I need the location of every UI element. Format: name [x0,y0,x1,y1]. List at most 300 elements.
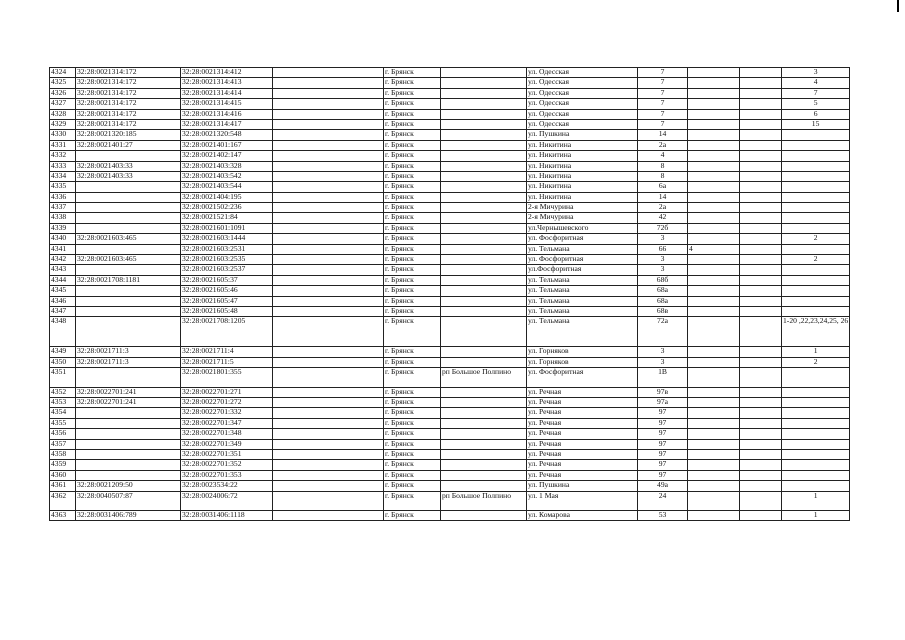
parent-cadastral-number [76,203,181,213]
city-cell: г. Брянск [384,275,441,285]
street-cell: ул. Речная [527,439,638,449]
cadastral-number: 32:28:0022701:332 [181,408,273,418]
cadastral-number: 32:28:0023534:22 [181,481,273,491]
city-cell: г. Брянск [384,460,441,470]
settlement-cell [441,234,527,244]
house-number-cell: 3 [638,255,688,265]
cadastral-number: 32:28:0021314:416 [181,109,273,119]
building-cell [688,130,740,140]
table-row [50,182,850,192]
house-number-cell: 68а [638,286,688,296]
street-cell: ул. Тельмана [527,244,638,254]
apartment-cell [782,470,850,480]
row-number: 4347 [50,306,76,316]
cadastral-number: 32:28:0021314:412 [181,68,273,78]
house-number-cell: 97 [638,439,688,449]
house-number-cell: 7 [638,99,688,109]
empty-cell [273,275,384,285]
empty-cell [273,109,384,119]
house-number-cell: 97 [638,429,688,439]
empty-cell [740,203,782,213]
building-cell [688,161,740,171]
settlement-cell [441,460,527,470]
street-cell: ул. Пушкина [527,481,638,491]
empty-cell [740,470,782,480]
row-number: 4357 [50,439,76,449]
building-cell [688,203,740,213]
settlement-cell [441,151,527,161]
empty-cell [740,418,782,428]
empty-cell [273,460,384,470]
table-row [50,398,850,408]
apartment-cell [782,368,850,388]
settlement-cell: рп Большое Полпино [441,368,527,388]
cadastral-number: 32:28:0021402:147 [181,151,273,161]
house-number-cell: 7 [638,68,688,78]
cadastral-number: 32:28:0022701:348 [181,429,273,439]
city-cell: г. Брянск [384,88,441,98]
parent-cadastral-number: 32:28:0021320:185 [76,130,181,140]
city-cell: г. Брянск [384,429,441,439]
table-row [50,109,850,119]
house-number-cell: 68а [638,296,688,306]
building-cell [688,99,740,109]
row-number: 4360 [50,470,76,480]
empty-cell [740,234,782,244]
street-cell: 2-я Мичурина [527,203,638,213]
house-number-cell: 3 [638,357,688,367]
street-cell: ул. Комарова [527,511,638,521]
table-row [50,255,850,265]
street-cell: ул. Никитина [527,182,638,192]
page-edge-mark [897,0,899,12]
parent-cadastral-number [76,368,181,388]
cadastral-number: 32:28:0021403:542 [181,171,273,181]
building-cell [688,151,740,161]
settlement-cell [441,161,527,171]
row-number: 4342 [50,255,76,265]
settlement-cell [441,511,527,521]
empty-cell [273,408,384,418]
empty-cell [273,450,384,460]
table-row [50,306,850,316]
empty-cell [740,368,782,388]
row-number: 4356 [50,429,76,439]
city-cell: г. Брянск [384,109,441,119]
parent-cadastral-number: 32:28:0021314:172 [76,78,181,88]
parent-cadastral-number: 32:28:0021603:465 [76,234,181,244]
empty-cell [740,491,782,511]
cadastral-number: 32:28:0021601:1091 [181,223,273,233]
city-cell: г. Брянск [384,408,441,418]
empty-cell [273,368,384,388]
city-cell: г. Брянск [384,255,441,265]
cadastral-number: 32:28:0021320:548 [181,130,273,140]
apartment-cell [782,140,850,150]
street-cell: ул. Тельмана [527,286,638,296]
empty-cell [740,213,782,223]
house-number-cell: 7 [638,88,688,98]
settlement-cell [441,286,527,296]
parent-cadastral-number [76,429,181,439]
street-cell: ул. Никитина [527,192,638,202]
city-cell: г. Брянск [384,203,441,213]
parent-cadastral-number: 32:28:0021314:172 [76,88,181,98]
street-cell: ул. Речная [527,470,638,480]
house-number-cell: 68в [638,306,688,316]
street-cell: ул. Одесская [527,99,638,109]
table-row [50,275,850,285]
empty-cell [273,171,384,181]
parent-cadastral-number [76,306,181,316]
empty-cell [740,398,782,408]
empty-cell [273,161,384,171]
city-cell: г. Брянск [384,140,441,150]
house-number-cell: 7 [638,78,688,88]
cadastral-number: 32:28:0022701:349 [181,439,273,449]
parent-cadastral-number: 32:28:0021314:172 [76,109,181,119]
cadastral-number: 32:28:0022701:271 [181,387,273,397]
city-cell: г. Брянск [384,213,441,223]
row-number: 4336 [50,192,76,202]
empty-cell [740,151,782,161]
empty-cell [273,130,384,140]
row-number: 4324 [50,68,76,78]
street-cell: ул. Речная [527,429,638,439]
building-cell [688,119,740,129]
row-number: 4328 [50,109,76,119]
settlement-cell [441,439,527,449]
apartment-cell [782,213,850,223]
row-number: 4327 [50,99,76,109]
house-number-cell: 7 [638,109,688,119]
apartment-cell [782,223,850,233]
apartment-cell: 1 [782,491,850,511]
empty-cell [273,317,384,347]
apartment-cell [782,171,850,181]
empty-cell [740,88,782,98]
empty-cell [740,511,782,521]
cadastral-number: 32:28:0021711:5 [181,357,273,367]
settlement-cell [441,119,527,129]
apartment-cell: 4 [782,78,850,88]
city-cell: г. Брянск [384,296,441,306]
street-cell: ул. Фосфоритная [527,234,638,244]
building-cell [688,306,740,316]
table-row [50,368,850,388]
building-cell [688,481,740,491]
parent-cadastral-number: 32:28:0021711:3 [76,347,181,357]
empty-cell [273,418,384,428]
house-number-cell: 24 [638,491,688,511]
empty-cell [740,255,782,265]
building-cell [688,460,740,470]
table-row [50,481,850,491]
empty-cell [740,357,782,367]
city-cell: г. Брянск [384,450,441,460]
empty-cell [740,182,782,192]
apartment-cell [782,275,850,285]
city-cell: г. Брянск [384,244,441,254]
cadastral-number: 32:28:0021314:413 [181,78,273,88]
settlement-cell [441,203,527,213]
house-number-cell: 49а [638,481,688,491]
apartment-cell [782,182,850,192]
table-row [50,140,850,150]
empty-cell [740,317,782,347]
settlement-cell [441,192,527,202]
building-cell [688,286,740,296]
building-cell [688,192,740,202]
cadastral-number: 32:28:0021711:4 [181,347,273,357]
registry-table [49,67,850,521]
parent-cadastral-number [76,317,181,347]
house-number-cell: 97 [638,450,688,460]
empty-cell [740,439,782,449]
parent-cadastral-number [76,439,181,449]
table-row [50,450,850,460]
house-number-cell: 2а [638,140,688,150]
city-cell: г. Брянск [384,182,441,192]
apartment-cell [782,418,850,428]
row-number: 4353 [50,398,76,408]
settlement-cell [441,470,527,480]
settlement-cell [441,398,527,408]
street-cell: ул. Тельмана [527,306,638,316]
empty-cell [273,286,384,296]
house-number-cell: 3 [638,347,688,357]
street-cell: ул. Горняков [527,357,638,367]
street-cell: ул.Чернышевского [527,223,638,233]
empty-cell [740,265,782,275]
cadastral-number: 32:28:0021314:417 [181,119,273,129]
cadastral-number: 32:28:0021603:1444 [181,234,273,244]
apartment-cell: 2 [782,357,850,367]
row-number: 4351 [50,368,76,388]
row-number: 4359 [50,460,76,470]
row-number: 4361 [50,481,76,491]
settlement-cell [441,255,527,265]
apartment-cell [782,429,850,439]
parent-cadastral-number: 32:28:0021403:33 [76,161,181,171]
parent-cadastral-number [76,265,181,275]
table-row [50,171,850,181]
empty-cell [740,460,782,470]
settlement-cell [441,357,527,367]
apartment-cell [782,151,850,161]
table-row [50,78,850,88]
house-number-cell: 8 [638,171,688,181]
empty-cell [740,306,782,316]
table-row [50,223,850,233]
row-number: 4337 [50,203,76,213]
parent-cadastral-number [76,450,181,460]
row-number: 4330 [50,130,76,140]
empty-cell [273,88,384,98]
city-cell: г. Брянск [384,99,441,109]
empty-cell [273,140,384,150]
settlement-cell [441,265,527,275]
parent-cadastral-number [76,244,181,254]
apartment-cell [782,296,850,306]
row-number: 4363 [50,511,76,521]
city-cell: г. Брянск [384,317,441,347]
settlement-cell [441,387,527,397]
city-cell: г. Брянск [384,481,441,491]
parent-cadastral-number: 32:28:0021314:172 [76,119,181,129]
street-cell: ул. Одесская [527,68,638,78]
house-number-cell: 3 [638,234,688,244]
settlement-cell [441,429,527,439]
table-row [50,470,850,480]
empty-cell [273,78,384,88]
empty-cell [740,408,782,418]
settlement-cell [441,296,527,306]
building-cell [688,387,740,397]
street-cell: ул. Речная [527,450,638,460]
house-number-cell: 1В [638,368,688,388]
settlement-cell [441,244,527,254]
street-cell: ул. Речная [527,387,638,397]
settlement-cell [441,109,527,119]
apartment-cell [782,192,850,202]
settlement-cell [441,213,527,223]
street-cell: ул. Никитина [527,171,638,181]
cadastral-number: 32:28:0022701:353 [181,470,273,480]
parent-cadastral-number [76,286,181,296]
apartment-cell: 7 [782,88,850,98]
city-cell: г. Брянск [384,387,441,397]
row-number: 4329 [50,119,76,129]
table-row [50,244,850,254]
row-number: 4325 [50,78,76,88]
house-number-cell: 97 [638,408,688,418]
empty-cell [273,491,384,511]
cadastral-number: 32:28:0021605:47 [181,296,273,306]
building-cell [688,140,740,150]
house-number-cell: 66 [638,244,688,254]
city-cell: г. Брянск [384,161,441,171]
parent-cadastral-number: 32:28:0040507:87 [76,491,181,511]
row-number: 4346 [50,296,76,306]
city-cell: г. Брянск [384,439,441,449]
row-number: 4354 [50,408,76,418]
parent-cadastral-number [76,192,181,202]
building-cell [688,429,740,439]
cadastral-number: 32:28:0022701:272 [181,398,273,408]
settlement-cell [441,347,527,357]
city-cell: г. Брянск [384,398,441,408]
empty-cell [740,223,782,233]
cadastral-number: 32:28:0022701:352 [181,460,273,470]
apartment-cell: 2 [782,255,850,265]
apartment-cell: 6 [782,109,850,119]
empty-cell [740,171,782,181]
empty-cell [273,439,384,449]
house-number-cell: 6а [638,182,688,192]
building-cell [688,182,740,192]
street-cell: ул. Одесская [527,78,638,88]
building-cell [688,109,740,119]
house-number-cell: 97 [638,460,688,470]
cadastral-number: 32:28:0021403:544 [181,182,273,192]
cadastral-number: 32:28:0021314:415 [181,99,273,109]
apartment-cell [782,398,850,408]
empty-cell [740,140,782,150]
street-cell: ул. Одесская [527,109,638,119]
street-cell: ул. Горняков [527,347,638,357]
settlement-cell [441,418,527,428]
building-cell [688,491,740,511]
building-cell: 4 [688,244,740,254]
street-cell: ул. Речная [527,418,638,428]
row-number: 4332 [50,151,76,161]
apartment-cell [782,161,850,171]
row-number: 4349 [50,347,76,357]
row-number: 4339 [50,223,76,233]
empty-cell [740,450,782,460]
parent-cadastral-number: 32:28:0021401:27 [76,140,181,150]
settlement-cell [441,88,527,98]
empty-cell [740,286,782,296]
building-cell [688,398,740,408]
apartment-cell: 15 [782,119,850,129]
empty-cell [273,470,384,480]
street-cell: ул. Никитина [527,161,638,171]
empty-cell [273,213,384,223]
table-row [50,387,850,397]
street-cell: ул. Пушкина [527,130,638,140]
street-cell: ул. Фосфоритная [527,368,638,388]
building-cell [688,265,740,275]
row-number: 4352 [50,387,76,397]
cadastral-number: 32:28:0024006:72 [181,491,273,511]
building-cell [688,68,740,78]
empty-cell [273,203,384,213]
city-cell: г. Брянск [384,470,441,480]
building-cell [688,418,740,428]
cadastral-number: 32:28:0031406:1118 [181,511,273,521]
cadastral-number: 32:28:0021502:236 [181,203,273,213]
building-cell [688,275,740,285]
city-cell: г. Брянск [384,78,441,88]
house-number-cell: 3 [638,265,688,275]
row-number: 4343 [50,265,76,275]
city-cell: г. Брянск [384,491,441,511]
table-row [50,408,850,418]
parent-cadastral-number: 32:28:0021603:465 [76,255,181,265]
city-cell: г. Брянск [384,418,441,428]
building-cell [688,408,740,418]
apartment-cell [782,460,850,470]
table-row [50,418,850,428]
settlement-cell [441,99,527,109]
apartment-cell [782,439,850,449]
apartment-cell: 5 [782,99,850,109]
empty-cell [273,429,384,439]
street-cell: ул. Одесская [527,119,638,129]
house-number-cell: 97в [638,387,688,397]
house-number-cell: 72а [638,317,688,347]
empty-cell [740,99,782,109]
empty-cell [740,130,782,140]
row-number: 4344 [50,275,76,285]
street-cell: ул. Речная [527,398,638,408]
empty-cell [740,347,782,357]
settlement-cell [441,317,527,347]
apartment-cell: 1 [782,347,850,357]
building-cell [688,439,740,449]
